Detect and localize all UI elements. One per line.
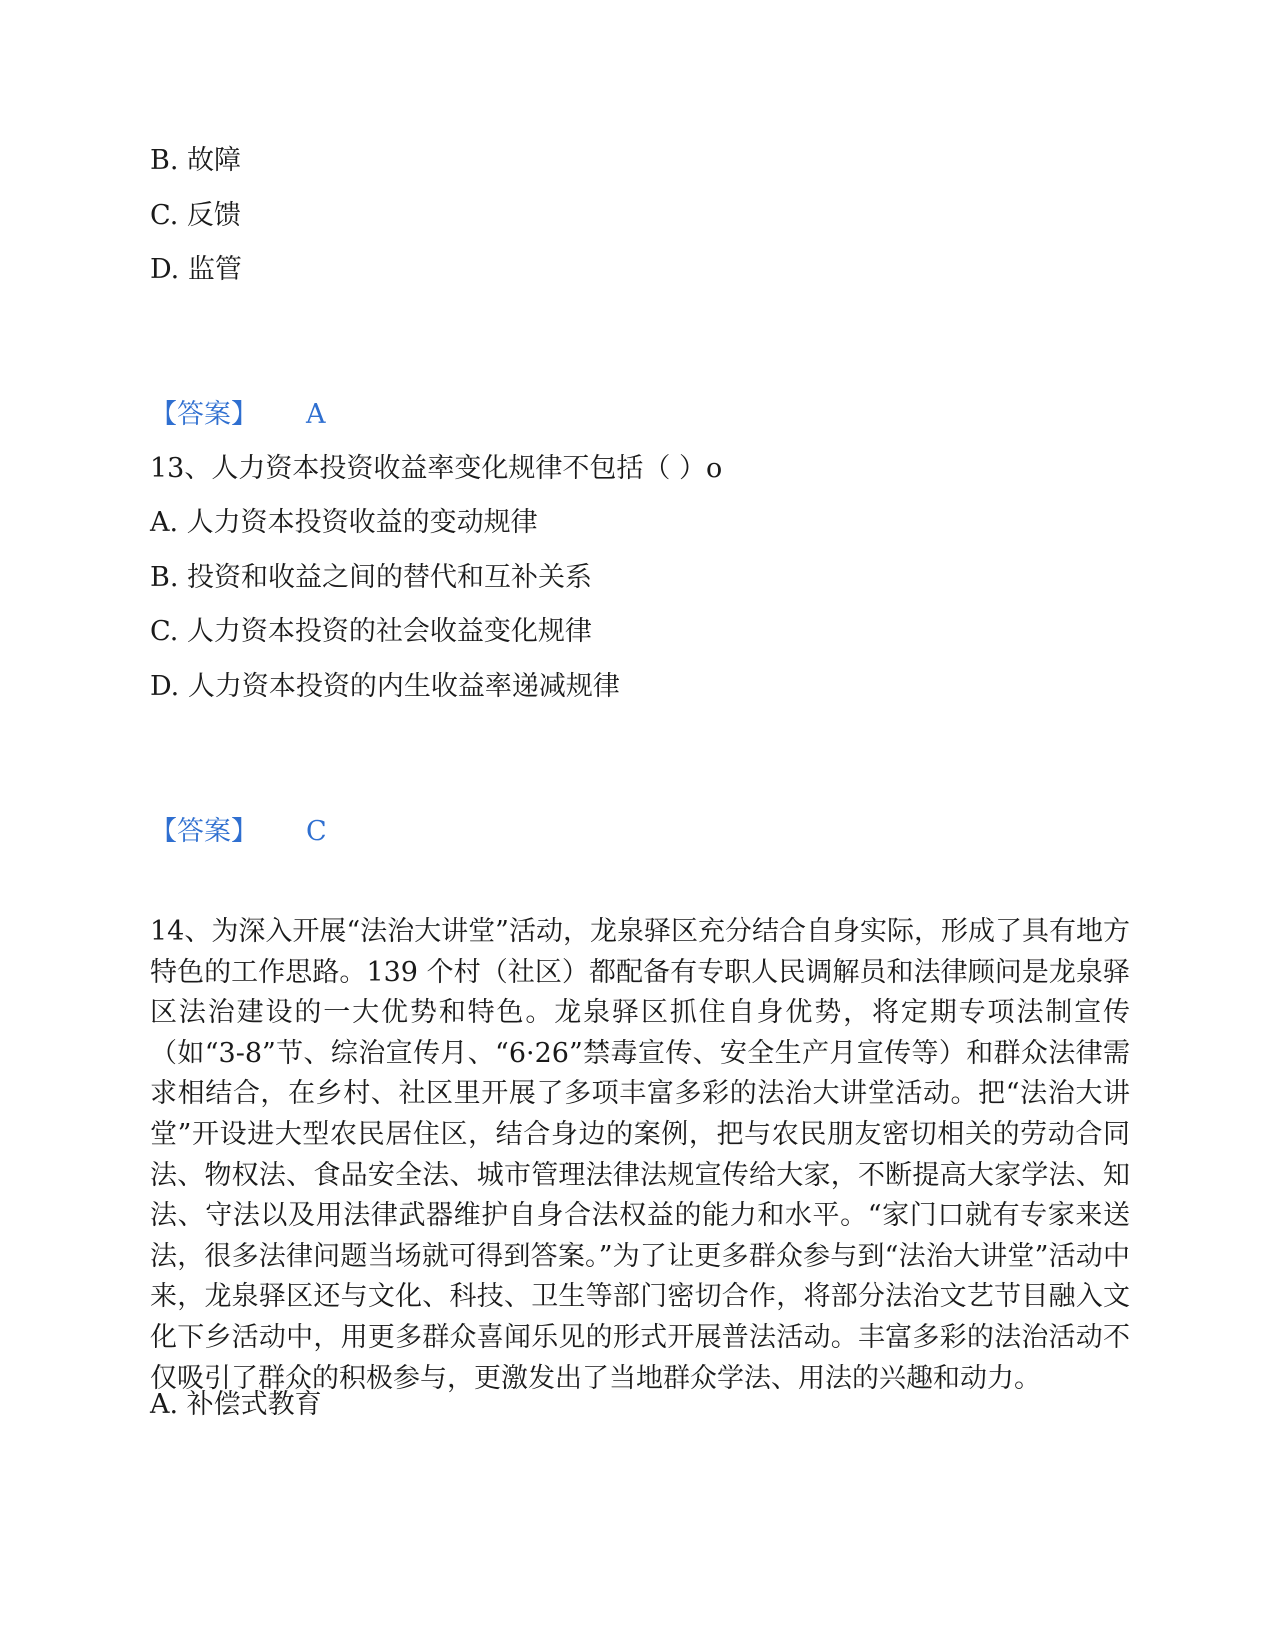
question-13-answer-line bbox=[150, 814, 327, 850]
question-14-option-a: A. 补偿式教育 bbox=[150, 1389, 322, 1420]
answer-line bbox=[150, 397, 326, 433]
question-13-option-a: A. 人力资本投资收益的变动规律 bbox=[150, 507, 538, 538]
question-13-option-c: C. 人力资本投资的社会收益变化规律 bbox=[150, 616, 592, 647]
question-13-option-d: D. 人力资本投资的内生收益率递减规律 bbox=[150, 671, 620, 702]
option-b: B. 故障 bbox=[150, 145, 242, 176]
answer-label: 【答案】 bbox=[150, 399, 258, 430]
answer-value: C bbox=[306, 816, 327, 847]
question-14-passage: 14、为深入开展“法治大讲堂”活动，龙泉驿区充分结合自身实际，形成了具有地方特色的工作思路。139 个村（社区）都配备有专职人民调解员和法律顾问是龙泉驿区法治建设的一大优势和特色。龙泉驿区抓住自身优势，将定期专项法制宣传（如“3-8”节、综治宣传月、“6·26”禁毒宣传、安全生产月宣传等）和群众法律需求相结合，在乡村、社区里开展了多项丰富多彩的法治大讲堂活动。把“法治大讲堂”开设进大型农民居住区，结合身边的案例，把与农民朋友密切相关的劳动合同法、物权法、食品安全法、城市管理法律法规宣传给大家，不断提高大家学法、知法、守法以及用法律武器维护自身合法权益的能力和水平。“家门口就有专家来送法，很多法律问题当场就可得到答案。”为了让更多群众参与到“法治大讲堂”活动中来，龙泉驿区还与文化、科技、卫生等部门密切合作，将部分法治文艺节目融入文化下乡活动中，用更多群众喜闻乐见的形式开展普法活动。丰富多彩的法治活动不仅吸引了群众的积极参与，更激发出了当地群众学法、用法的兴趣和动力。 bbox=[150, 916, 1130, 1394]
option-c: C. 反馈 bbox=[150, 200, 241, 231]
answer-label: 【答案】 bbox=[150, 816, 258, 847]
option-d: D. 监管 bbox=[150, 254, 242, 285]
answer-value: A bbox=[306, 399, 326, 430]
question-13-option-b: B. 投资和收益之间的替代和互补关系 bbox=[150, 562, 593, 593]
question-13-stem: 13、人力资本投资收益率变化规律不包括（ ）o bbox=[150, 453, 723, 484]
